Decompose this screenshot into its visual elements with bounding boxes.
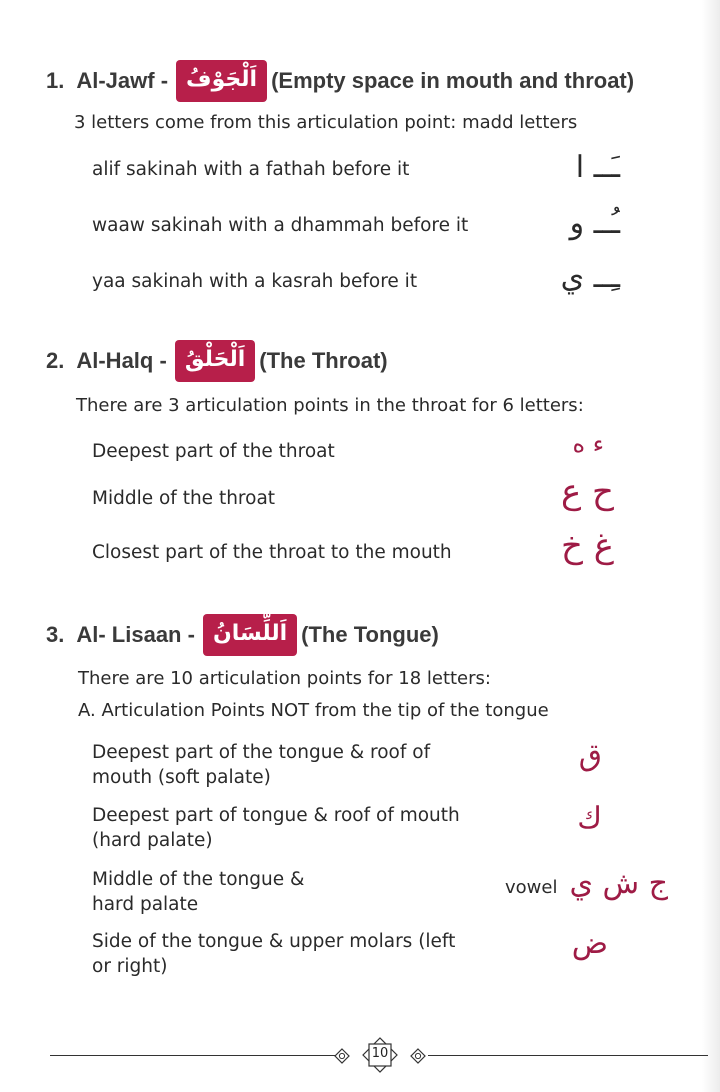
section3-item-1-arabic: ق [578,738,602,773]
section3-item-2-line2: (hard palate) [92,830,213,851]
footer-rule-right [428,1055,708,1056]
section3-item-4-line2: or right) [92,956,168,977]
section1-item-2-label: waaw sakinah with a dhammah before it [92,215,469,236]
section3-item-1-line2: mouth (soft palate) [92,767,271,788]
section1-heading [46,60,634,102]
section3-item-3-arabic: ج ش ي [569,866,668,901]
section2-intro: There are 3 articulation points in the throat for 6 letters: [76,395,584,416]
section3-arabic-badge: اَللِّسَانُ [203,614,297,656]
section1-intro: 3 letters come from this articulation point: madd letters [74,112,578,133]
section3-item-3-note: vowel [505,877,558,898]
section3-item-1-label [92,740,430,790]
section3-intro: There are 10 articulation points for 18 letters: [78,668,491,689]
section3-number: 3. [46,622,65,647]
section3-heading [46,614,439,656]
section3-item-3-line2: hard palate [92,894,199,915]
section3-item-4-label [92,929,455,979]
section3-subheading: A. Articulation Points NOT from the tip of the tongue [78,700,549,721]
section2-item-1-arabic: ء ه [572,430,604,458]
section1-title: Al-Jawf - [76,68,169,93]
footer-ornament-left-icon [334,1048,350,1064]
section2-item-2-arabic: ح ع [560,472,614,512]
section2-title: Al-Halq - [76,348,167,373]
section1-item-1-label: alif sakinah with a fathah before it [92,159,410,180]
section3-item-1-line1: Deepest part of the tongue & roof of [92,742,431,763]
section1-number: 1. [46,68,65,93]
section2-item-2-label: Middle of the throat [92,488,276,509]
section1-item-3-arabic: ـِــ ي [560,260,620,295]
section3-item-3-label [92,867,304,917]
section1-arabic-badge: اَلْجَوْفُ [176,60,267,102]
page-edge-shadow [702,0,720,1092]
footer-ornament-right-icon [410,1048,426,1064]
page-number: 10 [371,1046,389,1061]
section3-item-4-line1: Side of the tongue & upper molars (left [92,931,456,952]
section2-heading [46,340,388,382]
section2-number: 2. [46,348,65,373]
section3-title: Al- Lisaan - [76,622,195,647]
section1-item-1-arabic: ـَــ ا [575,150,620,185]
section3-item-2-line1: Deepest part of tongue & roof of mouth [92,805,460,826]
section3-item-4-arabic: ض [571,926,608,961]
footer-rule-left [50,1055,335,1056]
section2-item-3-label: Closest part of the throat to the mouth [92,542,452,563]
section2-subtitle: (The Throat) [259,348,388,373]
section2-item-1-label: Deepest part of the throat [92,441,335,462]
section3-item-2-label [92,803,460,853]
page-number-frame [362,1037,398,1073]
section1-item-3-label: yaa sakinah with a kasrah before it [92,271,418,292]
section3-item-2-arabic: ك [577,801,602,836]
section3-subtitle: (The Tongue) [301,622,439,647]
section1-item-2-arabic: ـُــ و [569,206,620,241]
section2-arabic-badge: اَلْحَلْقُ [175,340,255,382]
section1-subtitle: (Empty space in mouth and throat) [271,68,635,93]
section3-item-3-line1: Middle of the tongue & [92,869,305,890]
section2-item-3-arabic: غ خ [560,526,614,566]
